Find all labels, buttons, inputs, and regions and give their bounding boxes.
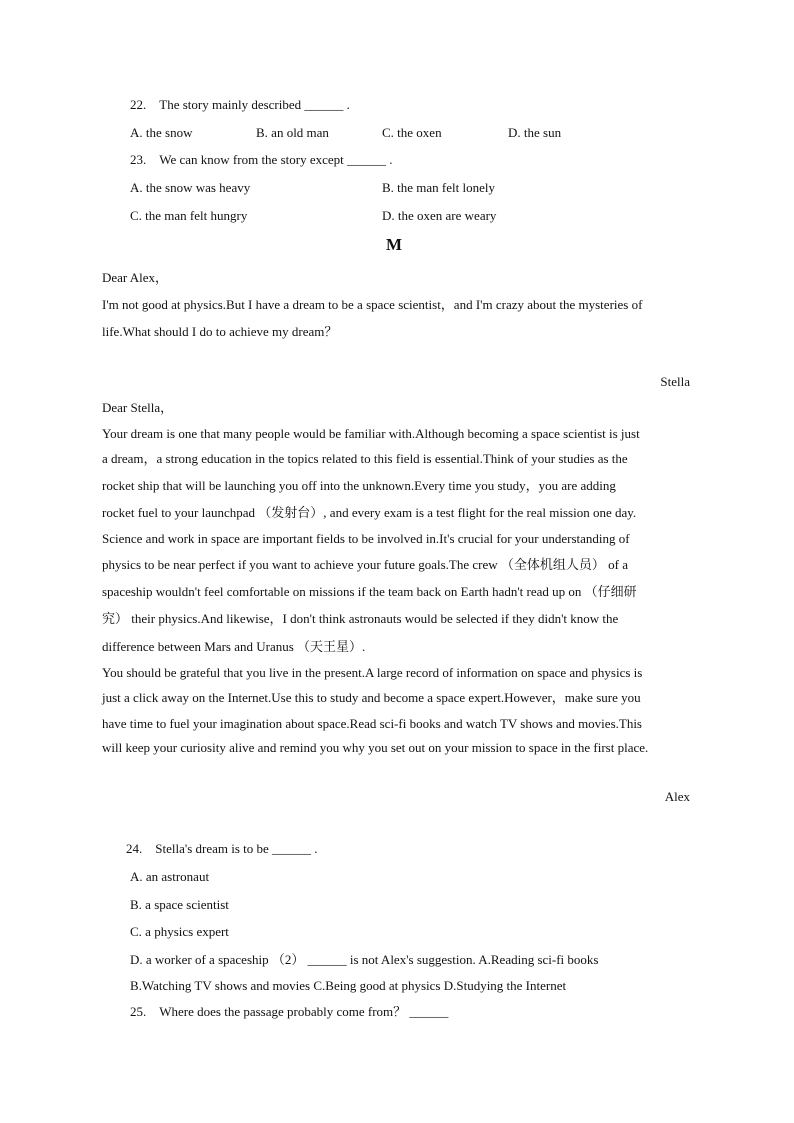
letter-2-line-6: physics to be near perfect if you want to achieve your future goals.The crew （全体机组人员） of a — [102, 557, 628, 572]
question-23-stem: 23. We can know from the story except ______ . — [130, 152, 393, 167]
question-24-option-a: A. an astronaut — [130, 869, 210, 884]
letter-2-line-10: You should be grateful that you live in the present.A large record of information on space and physics is — [102, 665, 643, 680]
question-22-stem: 22. The story mainly described ______ . — [130, 97, 350, 112]
letter-1-line-1: I'm not good at physics.But I have a dream to be a space scientist，and I'm crazy about the mysteries of — [102, 297, 643, 312]
letter-2-line-3: rocket ship that will be launching you off into the unknown.Every time you study，you are adding — [102, 478, 616, 493]
question-24-stem: 24. Stella's dream is to be ______ . — [126, 841, 318, 856]
letter-2-line-7: spaceship wouldn't feel comfortable on missions if the team back on Earth hadn't read up on （仔细研 — [102, 584, 637, 599]
letter-2-line-13: will keep your curiosity alive and remind you why you set out on your mission to space in the first place. — [102, 740, 649, 755]
question-22-option-c: C. the oxen — [382, 125, 442, 140]
question-22-option-d: D. the sun — [508, 125, 562, 140]
letter-2-line-1: Your dream is one that many people would be familiar with.Although becoming a space scientist is just — [102, 426, 640, 441]
question-23-option-b: B. the man felt lonely — [382, 180, 496, 195]
letter-2-line-11: just a click away on the Internet.Use this to study and become a space expert.However，make sure you — [102, 690, 641, 705]
question-24-continued-line: B.Watching TV shows and movies C.Being good at physics D.Studying the Internet — [130, 978, 567, 993]
question-25-stem: 25. Where does the passage probably come from？ ______ — [130, 1004, 449, 1019]
letter-2-line-9: difference between Mars and Uranus （天王星）. — [102, 639, 366, 654]
section-heading: M — [386, 235, 403, 254]
letter-1-line-2: life.What should I do to achieve my dream？ — [102, 324, 338, 339]
letter-1-greeting: Dear Alex， — [102, 270, 169, 285]
question-23-option-a: A. the snow was heavy — [130, 180, 251, 195]
question-23-option-c: C. the man felt hungry — [130, 208, 248, 223]
question-22-option-a: A. the snow — [130, 125, 193, 140]
letter-2-signature: Alex — [664, 789, 690, 804]
letter-1-signature: Stella — [660, 374, 690, 389]
question-24-option-d-line: D. a worker of a spaceship （2） ______ is not Alex's suggestion. A.Reading sci-fi books — [130, 952, 599, 967]
letter-2-line-12: have time to fuel your imagination about space.Read sci-fi books and watch TV shows and movies.This — [102, 716, 642, 731]
letter-2-line-8: 究） their physics.And likewise，I don't think astronauts would be selected if they didn't know the — [102, 611, 619, 626]
question-24-option-c: C. a physics expert — [130, 924, 229, 939]
question-22-option-b: B. an old man — [256, 125, 329, 140]
letter-2-line-2: a dream，a strong education in the topics related to this field is essential.Think of your studies as the — [102, 451, 628, 466]
letter-2-line-5: Science and work in space are important fields to be involved in.It's crucial for your understanding of — [102, 531, 630, 546]
question-23-option-d: D. the oxen are weary — [382, 208, 497, 223]
letter-2-line-4: rocket fuel to your launchpad （发射台）, and every exam is a test flight for the real mission one day. — [102, 505, 637, 520]
question-24-option-b: B. a space scientist — [130, 897, 229, 912]
letter-2-greeting: Dear Stella， — [102, 400, 174, 415]
